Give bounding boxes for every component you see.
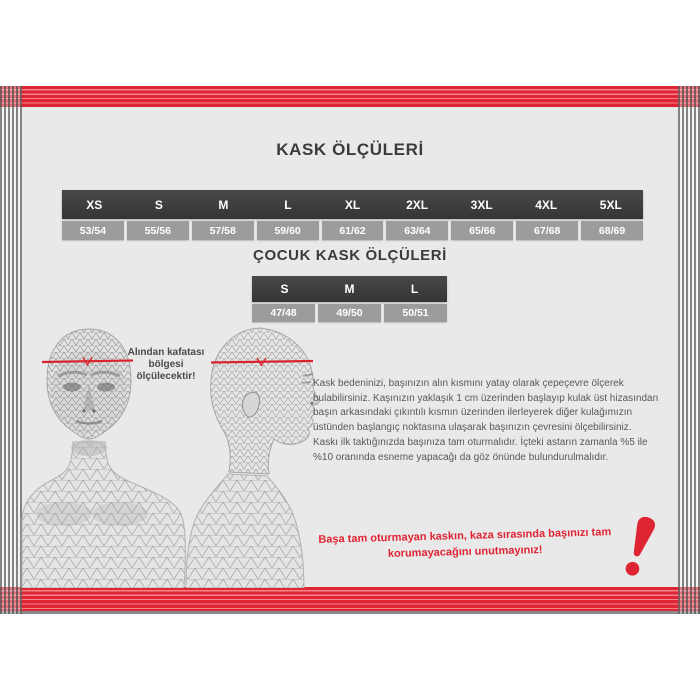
adult-size-value: 61/62	[322, 221, 384, 240]
child-size-value-row	[252, 304, 447, 322]
measurement-label-line: bölgesi	[148, 359, 184, 370]
adult-size-value: 67/68	[516, 221, 578, 240]
adult-size-label: S	[154, 197, 163, 212]
measurement-label	[114, 347, 218, 383]
adult-size-label: M	[218, 197, 229, 212]
child-size-label: L	[410, 282, 419, 296]
adult-size-value: 68/69	[581, 221, 643, 240]
adult-size-label: 5XL	[599, 197, 622, 212]
adult-table-title: KASK ÖLÇÜLERİ	[276, 140, 424, 159]
child-size-value: 49/50	[318, 304, 381, 322]
instructions-text	[313, 377, 663, 465]
adult-size-label: 4XL	[535, 197, 558, 212]
adult-size-label: 2XL	[406, 197, 429, 212]
adult-size-value-row	[62, 221, 643, 240]
instructions-paragraph-1: Kask bedeninizi, başınızın alın kısmını yatay olarak çepeçevre ölçerek bulabilirsiniz. Kaşınızın yaklaşık 1 cm üzerinden başlayıp kulak üst hizasından başın arkasındaki çıkıntılı kısmın üzerinden ilerleyerek diğer kulağımızın üstünden başlangıç noktasına ulaşarak başınızın çevresini ölçebilirsiniz.	[313, 378, 659, 434]
adult-size-table	[62, 190, 643, 240]
child-size-label: S	[280, 282, 289, 296]
child-table-title: ÇOCUK KASK ÖLÇÜLERİ	[253, 247, 447, 264]
adult-size-label: XL	[344, 197, 361, 212]
measurement-label-line: ölçülecektir!	[136, 371, 196, 382]
adult-size-value: 53/54	[62, 221, 124, 240]
adult-size-label: L	[284, 197, 292, 212]
adult-size-value: 57/58	[192, 221, 254, 240]
warning-line: korumayacağını unutmayınız!	[387, 543, 543, 560]
adult-size-label: 3XL	[470, 197, 493, 212]
adult-size-value: 55/56	[127, 221, 189, 240]
bottom-gray-rule	[0, 611, 700, 614]
adult-size-value: 63/64	[386, 221, 448, 240]
top-red-band	[0, 86, 700, 107]
child-size-label: M	[344, 282, 355, 296]
measurement-label-line: Alından kafatası	[127, 347, 205, 358]
instructions-paragraph-2: Kaskı ilk taktığınızda başınıza tam oturmalıdır. İçteki astarın zamanla %5 ile %10 oranında esneme yapacağı da göz önünde bulundurulmalıdır.	[313, 436, 648, 463]
left-stripe-border	[0, 86, 22, 614]
warning-line: Başa tam oturmayan kaskın, kaza sırasında başınızı tam	[318, 526, 612, 546]
child-size-table	[252, 276, 447, 322]
child-size-header-row	[252, 276, 447, 302]
child-size-value: 50/51	[384, 304, 447, 322]
adult-size-value: 59/60	[257, 221, 319, 240]
adult-size-value: 65/66	[451, 221, 513, 240]
adult-size-header-row	[62, 190, 643, 219]
bottom-red-band	[0, 587, 700, 611]
adult-size-label: XS	[86, 197, 103, 212]
right-stripe-border	[678, 86, 700, 614]
child-size-value: 47/48	[252, 304, 315, 322]
